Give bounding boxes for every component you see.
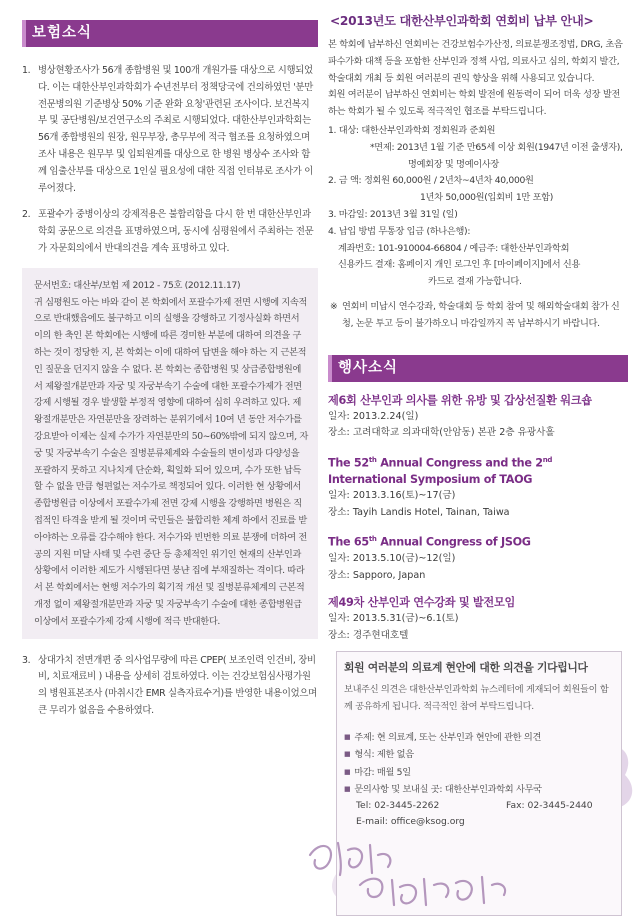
right-column bbox=[328, 8, 628, 644]
event-item bbox=[328, 531, 628, 584]
opinion-item-text: 형식: 제한 없음 bbox=[354, 749, 414, 761]
event-title-part: The 65 bbox=[328, 536, 369, 550]
fee-deadline: 3. 마감일: 2013년 3월 31일 (일) bbox=[328, 208, 458, 220]
fee-account: 계좌번호: 101-910004-66804 / 예금주: 대한산부인과학회 bbox=[338, 242, 570, 254]
event-place: 장소: 고려대학교 의과대학(안암동) 본관 2층 유광사홀 bbox=[328, 427, 555, 439]
opinion-email[interactable]: E-mail: office@ksog.org bbox=[356, 816, 465, 828]
insurance-item bbox=[22, 653, 318, 720]
opinion-tel: Tel: 02-3445-2262 bbox=[356, 800, 440, 812]
opinion-items bbox=[344, 729, 614, 831]
fee-amount-label: 2. 금 액: bbox=[328, 175, 362, 187]
notice-body: 귀 심평원도 아는 바와 같이 본 학회에서 포괄수가제 전면 시행에 지속적으로 반대했음에도 불구하고 이의 실행을 강행하고 기정사실화 하면서 이의 한 축인 본 학회에는 시행에 따른 경미한 부분에 대하여 의견을 구하는 것이 정당한 지, 본 학회는 이에 대하여 답변을 해야 하는 지 근본적인 질문을 던지지 않을 수 없다. 본 학회는 종합병원 및 상급종합병원에서 제왕절개분만과 자궁 및 자궁부속기 수술에 대한 포괄수가제가 전면 강제 시행될 경우 발생할 부정적 영향에 대하여 심히 우려하고 있다. 제왕절개분만은 자연분만을 장려하는 분위기에서 10여 년 동안 저수가를 강요받아 이제는 실제 수가가 자연분만의 50~60%밖에 되지 않으며, 자궁 및 자궁부속기 수술은 질병분류체계와 수술들의 변이성과 다양성을 포괄하지 못하고 지나치게 단순화, 획일화 되어 있으며, 수가 또한 납득할 수 없을 만큼 형편없는 저수가로 책정되어 있다. 이러한 현 상황에서 종합병원급 이상에서 포괄수가제 전면 강제 시행을 강행하면 병원은 직접적인 타격을 받게 될 것이며 국민들은 불합리한 체계 하에서 진료를 받아야하는 오류를 감수해야 한다. 저수가와 빈번한 의료 분쟁에 더하여 전공의 지원 미달 사태 및 수련 중단 등 총체적인 위기인 현재의 산부인과 상황에서 이러한 제도가 시행된다면 붕냔 집에 부채질하는 격이다. 따라서 본 학회에서는 현행 저수가의 획기적 개선 및 질병분류체계의 근본적 개정 없이 제왕절개분만과 자궁 및 자궁부속기 수술에 대한 종합병원급 이상에서 포괄수가제 강제 시행에 적극 반대한다. bbox=[34, 296, 308, 627]
event-title-part: The 52 bbox=[328, 456, 369, 470]
opinion-item-text: 마감: 매월 5일 bbox=[354, 766, 411, 778]
opinion-item bbox=[344, 764, 614, 781]
insurance-item bbox=[22, 207, 318, 257]
item-text: 상대가치 전면개편 중 의사업무량에 따른 CPEP( 보조인력 인건비, 장비비, 치료재료비 ) 내용을 상세히 검토하였다. 이는 건강보험심사평가원의 병원표본조사 (마취시간 EMR 실측자료수거)를 반영한 내용이었으며 큰 무리가 없음을 수용하였다. bbox=[38, 654, 317, 716]
event-title bbox=[328, 452, 628, 489]
opinion-fax: Fax: 02-3445-2440 bbox=[506, 800, 593, 812]
handwritten-logo bbox=[300, 825, 540, 915]
item-number: 2. bbox=[22, 209, 31, 221]
fee-target-label: 1. 대상: bbox=[328, 124, 359, 136]
fee-target-note: *면제: 2013년 1월 기준 만65세 이상 회원(1947년 이전 출생자), bbox=[370, 141, 623, 153]
event-title: 제6회 산부인과 의사를 위한 유방 및 갑상선질환 워크숍 bbox=[328, 393, 592, 407]
event-date: 일자: 2013.3.16(토)~17(금) bbox=[328, 490, 456, 502]
insurance-heading bbox=[22, 20, 318, 47]
fee-note bbox=[328, 299, 628, 333]
event-title-part: Annual Congress of JSOG bbox=[376, 536, 531, 550]
fee-amount-2: 1년차 50,000원(입회비 1만 포함) bbox=[420, 192, 554, 204]
insurance-list-cont bbox=[22, 653, 318, 720]
fee-intro-2: 회원 여러분이 납부하신 연회비는 학회 발전에 원동력이 되어 더욱 성장 발전 하는 학회가 될 수 있도록 적극적인 협조를 부탁드립니다. bbox=[328, 89, 621, 118]
event-date: 일자: 2013.5.10(금)~12(일) bbox=[328, 553, 456, 565]
item-text: 포괄수가 중병이상의 강제적용은 불합리함을 다시 한 번 대한산부인과학회 공문으로 의견을 표명하였으며, 동시에 심평원에서 주최하는 전문가 자문회의에서 반대의견을 계속 표명하고 있다. bbox=[38, 209, 314, 254]
event-date: 일자: 2013.2.24(일) bbox=[328, 410, 419, 422]
events-heading bbox=[328, 355, 628, 382]
insurance-item bbox=[22, 63, 318, 197]
event-item bbox=[328, 392, 628, 442]
event-place: 장소: Sapporo, Japan bbox=[328, 569, 426, 581]
opinion-item-text: 문의사항 및 보내실 곳: 대한산부인과학회 사무국 bbox=[354, 783, 542, 795]
official-notice-box bbox=[22, 268, 318, 639]
opinion-item-text: 주제: 현 의료계, 또는 산부인과 현안에 관한 의견 bbox=[354, 732, 542, 743]
opinion-title: 회원 여러분의 의료계 현안에 대한 의견을 기다립니다 bbox=[344, 661, 588, 674]
fee-target bbox=[328, 123, 628, 140]
insurance-heading-text: 보험소식 bbox=[32, 25, 93, 41]
item-text: 병상현황조사가 56개 종합병원 및 100개 개원가를 대상으로 시행되었다. 이는 대한산부인과학회가 수년전부터 정책당국에 건의하였던 '분만전문병의원 기준병상 50% 기준 완화 요청'관련된 조사이다. 보건복지부 및 공단병원/보건연구소의 주최로 시행되었다. 대한산부인과학회는 56개 종합병원의 원장, 원무부장, 총무부에 적극 협조를 요청하였으며 조사 내용은 원무부 및 입퇴원계를 대상으로 한 병원 병상수 조사와 함께 임출산부를 대상으로 1인실 필요성에 대한 직접 인터뷰로 조사가 이루어졌다. bbox=[38, 65, 313, 194]
fee-amount-value: 정회원 60,000원 / 2년차~4년차 40,000원 bbox=[363, 175, 534, 187]
event-title-part: International Symposium of TAOG bbox=[328, 473, 533, 487]
bullet-square-icon: ■ bbox=[344, 784, 351, 793]
event-title-part: Annual Congress and the 2 bbox=[376, 456, 543, 470]
fee-intro: 본 학회에 납부하신 연회비는 건강보험수가산정, 의료분쟁조정법, DRG, 초음파수가화 대책 등을 포함한 산부인과 정책 사업, 의료사고 심의, 학회지 발간, 학술대회 개최 등 회원 여러분의 권익 향상을 위해 사용되고 있습니다. bbox=[328, 39, 623, 84]
fee-note-text: 연회비 미납시 연수강좌, 학술대회 등 학회 참여 및 해외학술대회 참가 신청, 논문 투고 등이 불가하오니 마감일까지 꼭 납부하시기 바랍니다. bbox=[342, 300, 620, 329]
event-item bbox=[328, 594, 628, 644]
fee-amount bbox=[328, 173, 628, 190]
fee-title: <2013년도 대한산부인과학회 연회비 납부 안내> bbox=[330, 14, 594, 28]
item-number: 1. bbox=[22, 65, 31, 76]
heading-accent-bar bbox=[22, 20, 26, 47]
opinion-item bbox=[344, 746, 614, 763]
opinion-text: 보내주신 의견은 대한산부인과학회 뉴스레터에 게재되어 회원들이 함께 공유하게 됩니다. 적극적인 참여 부탁드립니다. bbox=[344, 684, 609, 712]
item-number: 3. bbox=[22, 654, 31, 666]
event-place: 장소: 경주현대호텔 bbox=[328, 629, 409, 641]
fee-card: 신용카드 결재: 홈페이지 개인 로그인 후 [마이페이지]에서 신용 bbox=[338, 259, 581, 271]
notice-title: 문서번호: 대산부/보험 제 2012 - 75호 (2012.11.17) bbox=[34, 279, 241, 291]
fee-method: 4. 납입 방법 무통장 입금 (하나은행): bbox=[328, 225, 471, 237]
opinion-item bbox=[344, 781, 614, 798]
fee-target-value: 대한산부인과학회 정회원과 준회원 bbox=[361, 124, 496, 136]
events-heading-text: 행사소식 bbox=[338, 359, 399, 376]
insurance-list bbox=[22, 63, 318, 258]
fee-target-note-2: 명예회장 및 명예이사장 bbox=[408, 158, 499, 170]
event-place: 장소: Tayih Landis Hotel, Tainan, Taiwa bbox=[328, 506, 510, 518]
heading-accent-bar bbox=[328, 355, 332, 382]
opinion-contact bbox=[344, 798, 614, 814]
event-title bbox=[328, 531, 628, 551]
event-date: 일자: 2013.5.31(금)~6.1(토) bbox=[328, 613, 459, 625]
event-title: 제49차 산부인과 연수강좌 및 발전모임 bbox=[328, 596, 515, 610]
left-column bbox=[22, 20, 318, 730]
bullet-square-icon: ■ bbox=[344, 767, 351, 776]
event-title-sup: nd bbox=[542, 455, 553, 464]
bullet-square-icon: ■ bbox=[344, 733, 351, 741]
bullet-square-icon: ■ bbox=[344, 750, 351, 759]
event-title-sup: th bbox=[368, 535, 377, 544]
opinion-item bbox=[344, 729, 614, 746]
event-item bbox=[328, 452, 628, 522]
event-title-sup: th bbox=[368, 455, 377, 464]
fee-card-2: 카드로 결재 가능합니다. bbox=[428, 276, 522, 288]
note-mark: ※ bbox=[330, 300, 338, 312]
